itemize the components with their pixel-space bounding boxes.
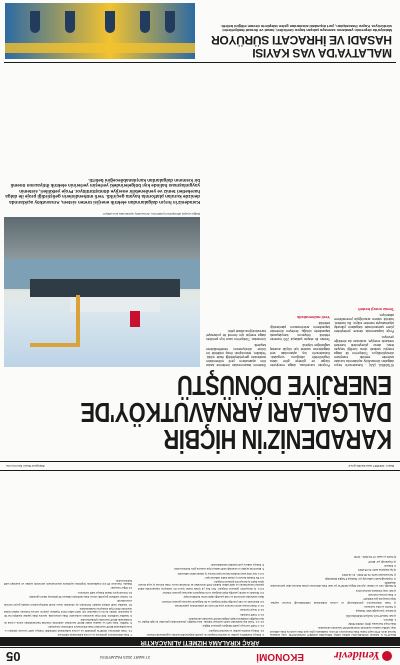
- notice-paragraph: 6. İhaleye sadece yerli istekliler katılabilecektir.: [210, 562, 264, 566]
- article2-headline-line-1: MALATYA'DA VAS KAYISI: [252, 46, 392, 60]
- notice-paragraph: 4.3. Mesleki ve teknik yeterliğe ilişkin belgeler ve bu belgelerin taşıması gereken kriterler:: [161, 591, 264, 595]
- notice-paragraph: 4.2. Ekonomik ve mali yeterliğe ilişkin belgeler ve bu belgelerin taşıması gereken kriterler:: [161, 599, 264, 603]
- photo-platform-deck: [70, 297, 160, 312]
- article-paragraph: İSTANBUL (AA) - Karadeniz'in hırçın dalgaları Arnavutköy açıklarında kurulan sistemle elektrik enerjisine dönüştürülüyor. Türkiye'nin ilk dalga enerjisi santrali olma özelliği taşıyan tesis, deniz yüzeyindeki hareketi mekanik enerjiye, ardından da elektriğe çeviriyor.: [334, 335, 394, 367]
- photo-person: [30, 11, 40, 33]
- photo-person: [105, 11, 115, 33]
- article-lead: Karadeniz'in hırçın dalgalarından elektrik enerjisi üreten sistem, Arnavutköy açıklarında denizde kurulan platformla hayata geçirildi. Yerli mühendislerin geliştirdiği proje ile dalga hareketleri temiz ve yenilenebilir enerjiye dönüştürülüyor. Proje yetkilileri, sistemin yaygınlaşması halinde kıyı bölgelerindeki yerleşim yerlerinin elektrik ihtiyacının önemli bir kısmının dalgalardan karşılanabileceğini belirtti.: [5, 177, 200, 205]
- photo-crane-arm: [30, 343, 80, 347]
- photo-platform-stack: [130, 311, 140, 327]
- notice-paragraph: d) İşe başlama tarihi: 01.05.2023: [358, 568, 396, 572]
- headline-line: DALGALARI ARNAVUTKÖY'DE: [80, 397, 392, 428]
- notice-paragraph: c) Telefon ve faks numarası:: [363, 604, 396, 608]
- article-paragraph: Tesisin ilk etapta yaklaşık 200 hanenin elektrik ihtiyacını karşılayacak kapasitede olduğu, ilerleyen dönemde kapasitenin artırılmasının planlandığı belirtildi.: [270, 321, 330, 341]
- photo-banner: [5, 43, 195, 53]
- article-subheading: Temiz enerji hedefi: [358, 307, 394, 312]
- notice-paragraph: 4.4. Bu ihalede benzer iş olarak kabul edilecek işler:: [204, 575, 264, 579]
- notice-paragraph: 4.1.1.1. Tüzel kişi tarafından teklif verilmesi halinde, tüzel kişiliğin yönetimindeki görevliler ile ilgili bilgiler ve tüzel kişiliğin ortaklarına ilişkin bilgiler EKAP üzerinden alınacaktır.: [138, 616, 264, 624]
- apricot-harvest-photo: [5, 3, 195, 59]
- notice-paragraph: İdare tarafından ekonomik ve mali yeterliğe ilişkin kriter belirtilmemiştir.: [182, 595, 264, 599]
- notice-paragraph: 4.1.1. Teklif vermeye yetkili olduğunu gösteren bilgiler;: [201, 624, 264, 628]
- notice-paragraph: a) Yapılacağı yer: EKAP: [368, 559, 396, 563]
- photo-caption: Dalga enerjisi dönüştürücü platformu, Arnavutköy açıklarında test ediliyor.: [102, 212, 200, 216]
- notice-title: ARAÇ KİRALAMA HİZMETİ ALINACAKTIR: [0, 637, 400, 646]
- notice-paragraph: b) Niteliği, türü ve miktarı: Ayrıntılı bilgiye EKAP'ta yer alan ihale dokümanı içinde bulunan idari şartnameden ulaşılabilir.: [270, 581, 396, 588]
- photo-crane: [76, 295, 80, 347]
- notice-paragraph: 4. İhaleye katılabilme şartları ve istenilen belgeler ile yeterlik değerlendirmesinde uygulanacak kriterler:: [146, 633, 264, 636]
- newspaper-logo: [334, 648, 392, 663]
- notice-paragraph: İhalede, Kanunun 38 inci maddesinde öngörülen açıklama istenmeksizin ekonomik açıdan en avantajlı teklif belirlenecektir.: [4, 578, 132, 586]
- notice-paragraph: 10. İstekliler teklif ettikleri bedelin %3'ünden az olmamak üzere kendi belirleyecekleri tutarda geçici teminat vereceklerdir.: [4, 599, 132, 606]
- article-subheading: Yerli mühendislik: [297, 315, 330, 320]
- notice-paragraph: 4.1.2. Teklif mektubu.: [239, 612, 264, 616]
- notice-paragraph: 7.1. İhale dokümanı, EKAP'ta görülebilir ve e-imza kullanılarak indirilebilir. İhaleye teklif verecek olanların e-imza kullanarak EKAP üzerinden ihale dokümanını indirmeleri zorunludur.: [4, 625, 132, 632]
- notice-paragraph: b) Tarihi ve saati: 27.04.2023 - 10:00: [353, 555, 396, 559]
- notice-paragraph: 11. Verilen tekliflerin geçerlilik süresi, ihale tarihinden itibaren 90 (doksan) takvim günüdür.: [28, 595, 132, 599]
- headline-line: ENERJİYE DÖNÜŞTÜ: [177, 370, 392, 401]
- notice-paragraph: ç) İhale dokümanının görülebileceği ve e-imza kullanılarak indirilebileceği internet sayfası: https://ekap.kik.gov.tr/EKAP/: [270, 597, 396, 604]
- photo-platform-hull: [30, 279, 180, 297]
- notice-paragraph: c) Yapılacağı/teslim edileceği yer: Malatya İl Sağlık Müdürlüğü: [324, 576, 396, 580]
- masthead: [0, 647, 400, 665]
- notice-column-3: [4, 471, 132, 636]
- notice-paragraph: 8. Teklifler, ihale tarih ve saatine kadar EKAP üzerinden elektronik ortamda hazırlandıktan sonra e-imza ile imzalanarak EKAP üzerinden gönderilecektir.: [4, 617, 132, 625]
- section-divider: [4, 62, 396, 63]
- photo-person: [65, 11, 75, 33]
- notice-paragraph: ç) Süresi/teslim tarihi: 01.05.2023 - 31.12.2023: [342, 572, 396, 576]
- notice-column-1: [270, 471, 396, 636]
- notice-column-2: [138, 471, 264, 636]
- photo-person: [140, 11, 150, 33]
- notice-footer: [0, 461, 400, 471]
- notice-paragraph: 4.1.4. İhale konusu alımın tamamı veya bir kısmı alt yüklenicilere yaptırılamaz.: [174, 603, 264, 607]
- article-paragraph: Uzmanlar, Türkiye'nin uzun kıyı şeridinin dalga enerjisi için önemli bir potansiyel barındırdığına dikkat çekti.: [206, 329, 266, 341]
- notice-paragraph: 3. İhalenin: [384, 563, 396, 567]
- notice-footer-left: Basın: 1234567 www.ilanbis.gov.tr: [348, 464, 394, 468]
- notice-paragraph: MALATYA İL SAĞLIK MÜDÜRLÜĞÜ ADINA ARAÇ KİRALAMA HİZMETİ ALINACAKTIR. Araç kiralama hizmeti alımı 4734 sayılı Kamu İhale Kanununun 19 uncu maddesine göre açık ihale usulü ile ihale edilecek olup, teklifler sadece elektronik ortamda EKAP üzerinden alınacaktır.: [270, 626, 396, 636]
- notice-paragraph: 4.1. İhaleye katılma şartları ve istenilen belgeler:: [208, 628, 264, 632]
- notice-paragraph: 7. İhale dokümanının görülmesi ve e-imza kullanılarak indirilmesi:: [57, 633, 132, 636]
- article2-headline-line-2: HASADI VE İHRACATI SÜRÜYOR: [211, 33, 392, 47]
- page-number: 05: [6, 649, 21, 664]
- notice-paragraph: 4.3.1. İş deneyimini gösteren belgeler: Son beş yıl içinde bedel içeren bir sözleşme kapsamında kabul işlemleri tamamlanan ve teklif edilen bedelin %25 oranından az olmamak üzere, ihale konusu iş veya benzer işlere ilişkin iş deneyimini gösteren belgeler.: [138, 580, 264, 590]
- notice-paragraph: İhale Kayıt Numarası (İKN): 2023/173962: [348, 622, 396, 626]
- article-paragraph: Proje kapsamında denize yerleştirilen yüzer şamandıralar dalgaların yükselip alçalmasıyla hareket ediyor. Bu hareket, hidrolik sistem aracılığıyla jeneratörlere aktarılıyor.: [334, 313, 394, 333]
- notice-paragraph: 5. Ekonomik açıdan en avantajlı teklif sadece fiyat esasına göre belirlenecektir.: [173, 567, 264, 571]
- article-headline: [8, 372, 392, 453]
- article-column-1: [334, 67, 394, 367]
- notice-paragraph: a) Adı: Araç Kiralama Hizmeti Alımı: [355, 588, 396, 592]
- notice-paragraph: a) Adı: MALATYA İL SAĞLIK MÜDÜRLÜĞÜ: [345, 613, 396, 617]
- wave-energy-photo: [4, 217, 200, 367]
- headline-line: KARADENİZ'İN HİÇBİR: [163, 424, 392, 455]
- notice-footer-right: #ilangovtr Basın İlan Kurumu: [6, 464, 45, 468]
- article-column-2: [270, 67, 330, 367]
- article-paragraph: Projenin sorumlusu, dalga enerjisinin rüzgar ve güneşe göre daha öngörülebilir olduğunu vurguladı. Karadeniz'in kış aylarındaki sert dalgalarının santral için büyük avantaj sağladığını söyledi.: [270, 343, 330, 367]
- section-title: EKONOMİ: [256, 651, 304, 662]
- logo-text: Yenidevir: [334, 649, 380, 663]
- notice-paragraph: 13. Diğer hususlar:: [110, 586, 132, 590]
- article-paragraph: Sistemin tasarımından üretimine kadar tüm aşamaların yerli mühendisler tarafından gerçekleştirildiği ifade edildi. Yetkililer, teknolojinin ihraç edilebilir bir ürüne dönüşmesini hedeflediklerini kaydetti.: [206, 343, 266, 367]
- issue-date: 27 MART 2023 PAZARTESİ: [100, 655, 150, 660]
- notice-paragraph: 12. Konsorsiyum olarak ihaleye teklif verilemez.: [77, 590, 132, 594]
- photo-person: [165, 11, 175, 33]
- article2-lead: Malatya'da depremin yaralarını sarmaya çalışan kayısı üreticileri, hasat ve ihracat faaliyetlerini sürdürüyor. Kayısı ihracatçıları, yurt dışındaki alıcılardan gelen taleplerin devam ettiğini belirtti.: [220, 23, 392, 32]
- notice-paragraph: 1. İdarenin: [383, 617, 396, 621]
- notice-paragraph: 4.4.1. Her türlü araç kiralama hizmet işleri benzer iş olarak kabul edilecektir.: [177, 571, 264, 575]
- notice-paragraph: 9. İstekliler tekliflerini, birim fiyat üzerinden verilecektir. İhale sonucunda, üzerine ihale yapılan istekliyle her bir iş kaleminin miktarı ile bu iş kalemleri için teklif edilen birim fiyatların çarpımı sonucu bulunan toplam bedel üzerinden birim fiyat sözleşme imzalanacaktır.: [4, 606, 132, 617]
- logo-icon: [382, 651, 392, 661]
- notice-paragraph: b) Adresi: Çavuşoğlu Mah. Malatya: [355, 609, 396, 613]
- notice-paragraph: 2. İhale konusu hizmetin: [368, 593, 396, 597]
- notice-paragraph: 4.1.3. Geçici teminat.: [239, 608, 264, 612]
- article-column-3: [206, 67, 266, 367]
